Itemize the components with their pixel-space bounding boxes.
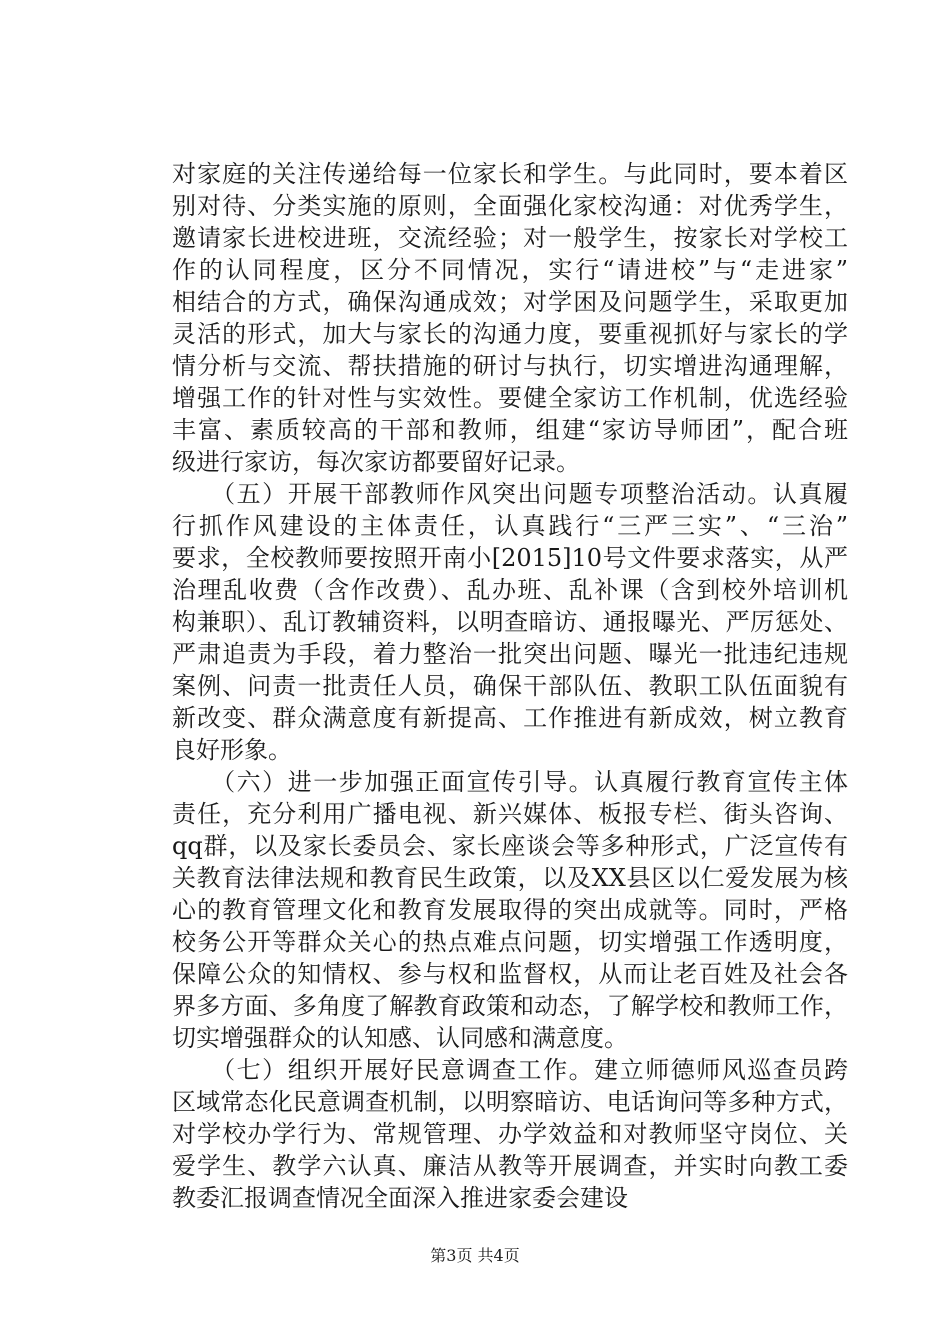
text-line: 增强工作的针对性与实效性。要健全家访工作机制，优选经验 bbox=[172, 384, 848, 412]
text-line: 责任，充分利用广播电视、新兴媒体、板报专栏、街头咨询、 bbox=[172, 800, 848, 828]
text-line: 作的认同程度，区分不同情况，实行“请进校”与“走进家” bbox=[172, 256, 848, 284]
text-line: 要求，全校教师要按照开南小[2015]10号文件要求落实，从严 bbox=[172, 544, 848, 572]
text-line: 新改变、群众满意度有新提高、工作推进有新成效，树立教育 bbox=[172, 704, 848, 732]
text-line: 案例、问责一批责任人员，确保干部队伍、教职工队伍面貌有 bbox=[172, 672, 848, 700]
text-line: 教委汇报调查情况全面深入推进家委会建设 bbox=[172, 1184, 628, 1212]
text-line: 良好形象。 bbox=[172, 736, 292, 764]
text-line: 心的教育管理文化和教育发展取得的突出成就等。同时，严格 bbox=[172, 896, 848, 924]
text-line: 灵活的形式，加大与家长的沟通力度，要重视抓好与家长的学 bbox=[172, 320, 848, 348]
text-line: 情分析与交流、帮扶措施的研讨与执行，切实增进沟通理解， bbox=[172, 352, 848, 380]
text-line: 相结合的方式，确保沟通成效；对学困及问题学生，采取更加 bbox=[172, 288, 848, 316]
text-line: 切实增强群众的认知感、认同感和满意度。 bbox=[172, 1024, 628, 1052]
text-line: 保障公众的知情权、参与权和监督权，从而让老百姓及社会各 bbox=[172, 960, 848, 988]
text-line: qq群，以及家长委员会、家长座谈会等多种形式，广泛宣传有 bbox=[172, 832, 848, 860]
text-line: 关教育法律法规和教育民生政策，以及XX县区以仁爱发展为核 bbox=[172, 864, 848, 892]
page-footer: 第3页 共4页 bbox=[430, 1246, 520, 1265]
text-line: 别对待、分类实施的原则，全面强化家校沟通：对优秀学生， bbox=[172, 192, 848, 220]
text-line: 行抓作风建设的主体责任，认真践行“三严三实”、“三治” bbox=[172, 512, 848, 540]
text-line: （六）进一步加强正面宣传引导。认真履行教育宣传主体 bbox=[172, 768, 848, 796]
text-line: 对家庭的关注传递给每一位家长和学生。与此同时，要本着区 bbox=[172, 160, 848, 188]
text-line: 界多方面、多角度了解教育政策和动态，了解学校和教师工作， bbox=[172, 992, 848, 1020]
text-line: 级进行家访，每次家访都要留好记录。 bbox=[172, 448, 580, 476]
text-line: 邀请家长进校进班，交流经验；对一般学生，按家长对学校工 bbox=[172, 224, 848, 252]
text-line: 丰富、素质较高的干部和教师，组建“家访导师团”，配合班 bbox=[172, 416, 848, 444]
body-text bbox=[172, 158, 848, 1214]
text-line: 治理乱收费（含作改费）、乱办班、乱补课（含到校外培训机 bbox=[172, 576, 848, 604]
text-line: （七）组织开展好民意调查工作。建立师德师风巡查员跨 bbox=[172, 1056, 848, 1084]
text-line: （五）开展干部教师作风突出问题专项整治活动。认真履 bbox=[172, 480, 848, 508]
text-line: 爱学生、教学六认真、廉洁从教等开展调查，并实时向教工委 bbox=[172, 1152, 848, 1180]
text-line: 区域常态化民意调查机制，以明察暗访、电话询问等多种方式， bbox=[172, 1088, 848, 1116]
text-line: 校务公开等群众关心的热点难点问题，切实增强工作透明度， bbox=[172, 928, 848, 956]
text-line: 对学校办学行为、常规管理、办学效益和对教师坚守岗位、关 bbox=[172, 1120, 848, 1148]
text-line: 构兼职）、乱订教辅资料，以明查暗访、通报曝光、严厉惩处、 bbox=[172, 608, 848, 636]
text-line: 严肃追责为手段，着力整治一批突出问题、曝光一批违纪违规 bbox=[172, 640, 848, 668]
